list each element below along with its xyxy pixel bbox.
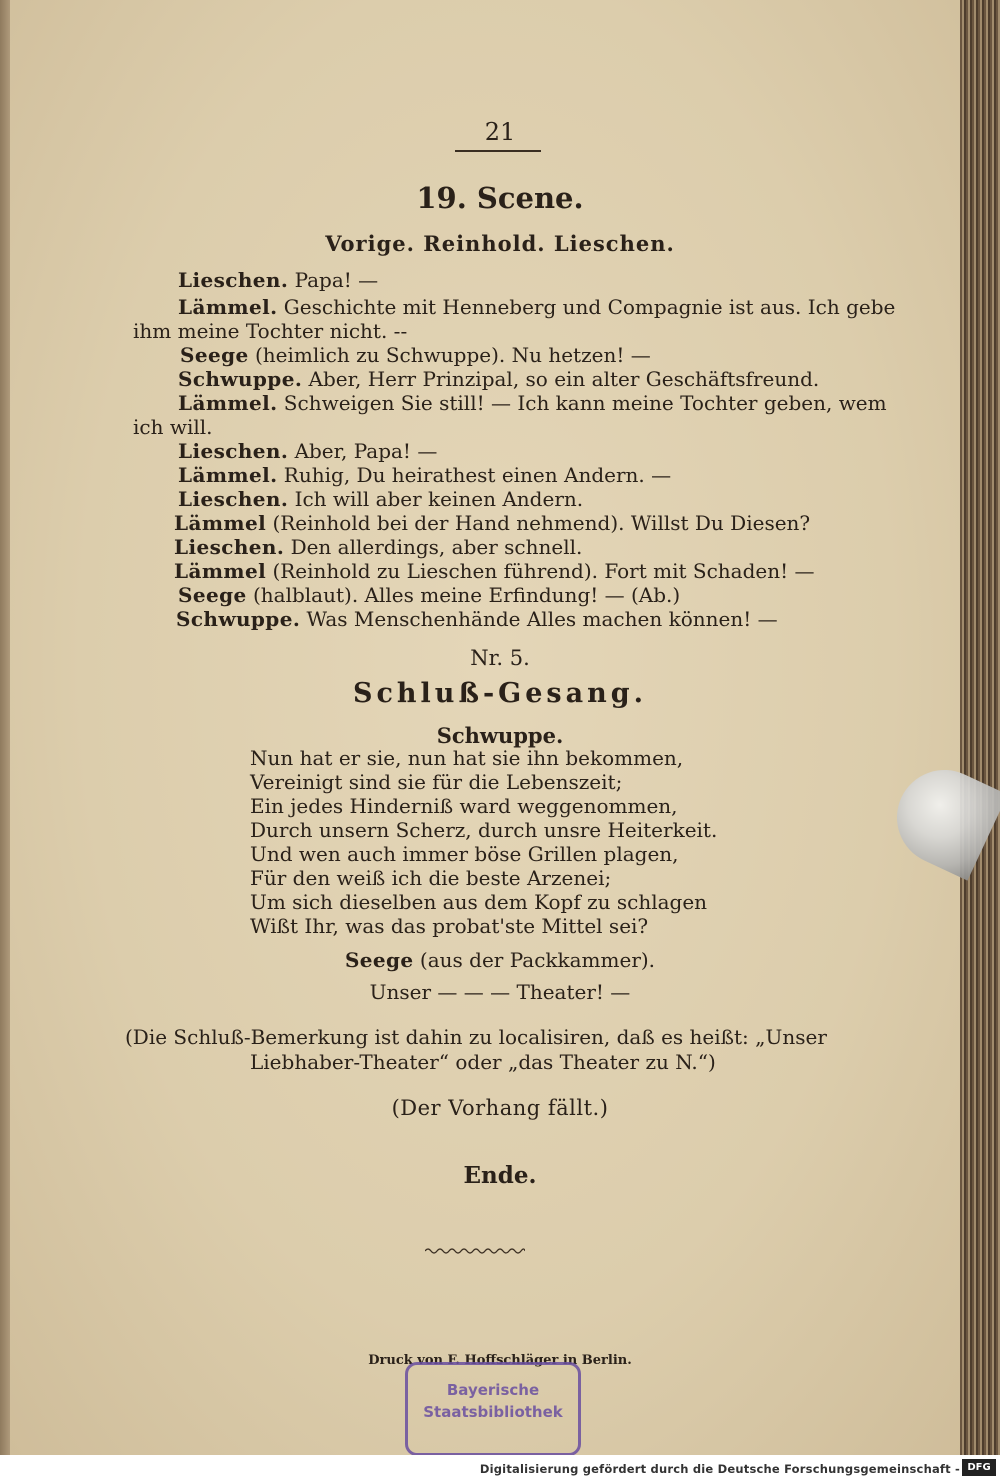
library-stamp	[405, 1362, 581, 1456]
line-text: Schweigen Sie still! — Ich kann meine Tochter geben, wem	[283, 391, 887, 415]
speaker-name: Seege	[344, 948, 414, 972]
line-text: Ruhig, Du heirathest einen Andern. —	[283, 463, 672, 487]
line-text: Aber, Papa! —	[294, 439, 438, 463]
stage-direction: (aus der Packkammer).	[419, 948, 656, 972]
speaker-name: Lieschen.	[178, 439, 289, 463]
line-text: Den allerdings, aber schnell.	[290, 535, 583, 559]
dialogue-line	[178, 487, 583, 511]
page-number: 21	[484, 118, 516, 146]
curtain-direction: (Der Vorhang fällt.)	[391, 1096, 609, 1120]
number-label: Nr. 5.	[470, 646, 530, 670]
line-text: (heimlich zu Schwuppe). Nu hetzen! —	[254, 343, 651, 367]
dialogue-line	[174, 511, 810, 535]
dialogue-line	[174, 559, 815, 583]
page-number-rule	[455, 150, 541, 152]
dialogue-continuation	[133, 319, 407, 343]
stamp-text: Staatsbibliothek	[423, 1403, 563, 1421]
verse-line: Und wen auch immer böse Grillen plagen,	[250, 842, 679, 866]
verse-line: Um sich dieselben aus dem Kopf zu schlagen	[250, 890, 708, 914]
dialogue-line	[174, 535, 582, 559]
speaker-name: Lieschen.	[178, 268, 289, 292]
speaker-name: Lämmel.	[178, 391, 278, 415]
note-line: Liebhaber-Theater“ oder „das Theater zu N.“)	[250, 1050, 716, 1074]
scene-title: 19. Scene.	[416, 181, 584, 215]
dfg-logo-icon: DFG	[962, 1459, 996, 1476]
verse-line: Wißt Ihr, was das probat'ste Mittel sei?	[250, 914, 649, 938]
speaker-name: Lämmel	[174, 511, 267, 535]
song-title: Schluß-Gesang.	[352, 678, 648, 709]
seege-final-line: Unser — — — Theater! —	[369, 980, 631, 1004]
note-line: (Die Schluß-Bemerkung ist dahin zu localisiren, daß es heißt: „Unser	[125, 1025, 827, 1049]
line-text: (Reinhold bei der Hand nehmend). Willst Du Diesen?	[272, 511, 811, 535]
dialogue-line	[178, 463, 671, 487]
dialogue-line	[178, 295, 895, 319]
printer-line: Druck von F. Hoffschläger in Berlin.	[368, 1353, 632, 1368]
dialogue-line	[178, 367, 819, 391]
line-text: Ich will aber keinen Andern.	[294, 487, 584, 511]
dialogue-line	[178, 583, 680, 607]
dialogue-continuation	[133, 415, 213, 439]
speaker-name: Lämmel.	[178, 463, 278, 487]
speaker-name: Seege	[178, 583, 247, 607]
ornament-wavy-rule	[425, 1246, 525, 1256]
cast-line: Vorige. Reinhold. Lieschen.	[325, 231, 675, 256]
speaker-name: Lieschen.	[178, 487, 289, 511]
speaker-name: Schwuppe.	[178, 367, 303, 391]
line-text: Was Menschenhände Alles machen können! —	[306, 607, 778, 631]
line-text: ich will.	[133, 415, 213, 439]
line-text: (Reinhold zu Lieschen führend). Fort mit Schaden! —	[272, 559, 815, 583]
line-text: Papa! —	[294, 268, 379, 292]
verse-line: Ein jedes Hinderniß ward weggenommen,	[250, 794, 678, 818]
dialogue-line	[176, 607, 778, 631]
line-text: ihm meine Tochter nicht. --	[133, 319, 408, 343]
line-text: (halblaut). Alles meine Erfindung! — (Ab.)	[252, 583, 681, 607]
verse-line: Für den weiß ich die beste Arzenei;	[250, 866, 612, 890]
dialogue-line	[178, 268, 378, 292]
dialogue-line	[178, 439, 437, 463]
dialogue-line	[178, 391, 887, 415]
song-singer: Schwuppe.	[436, 723, 564, 748]
verse-line: Durch unsern Scherz, durch unsre Heiterkeit.	[250, 818, 718, 842]
line-text: Aber, Herr Prinzipal, so ein alter Geschäftsfreund.	[308, 367, 820, 391]
verse-line: Vereinigt sind sie für die Lebenszeit;	[250, 770, 623, 794]
funding-credit: Digitalisierung gefördert durch die Deutsche Forschungsgemeinschaft -	[479, 1462, 960, 1476]
end-mark: Ende.	[463, 1162, 537, 1189]
dialogue-line	[180, 343, 651, 367]
seege-cue	[0, 948, 1000, 972]
verse-line: Nun hat er sie, nun hat sie ihn bekommen,	[250, 746, 684, 770]
speaker-name: Lämmel.	[178, 295, 278, 319]
stamp-text: Bayerische	[446, 1381, 540, 1399]
speaker-name: Lämmel	[174, 559, 267, 583]
line-text: Geschichte mit Henneberg und Compagnie ist aus. Ich gebe	[283, 295, 896, 319]
speaker-name: Schwuppe.	[176, 607, 301, 631]
speaker-name: Lieschen.	[174, 535, 285, 559]
speaker-name: Seege	[180, 343, 249, 367]
